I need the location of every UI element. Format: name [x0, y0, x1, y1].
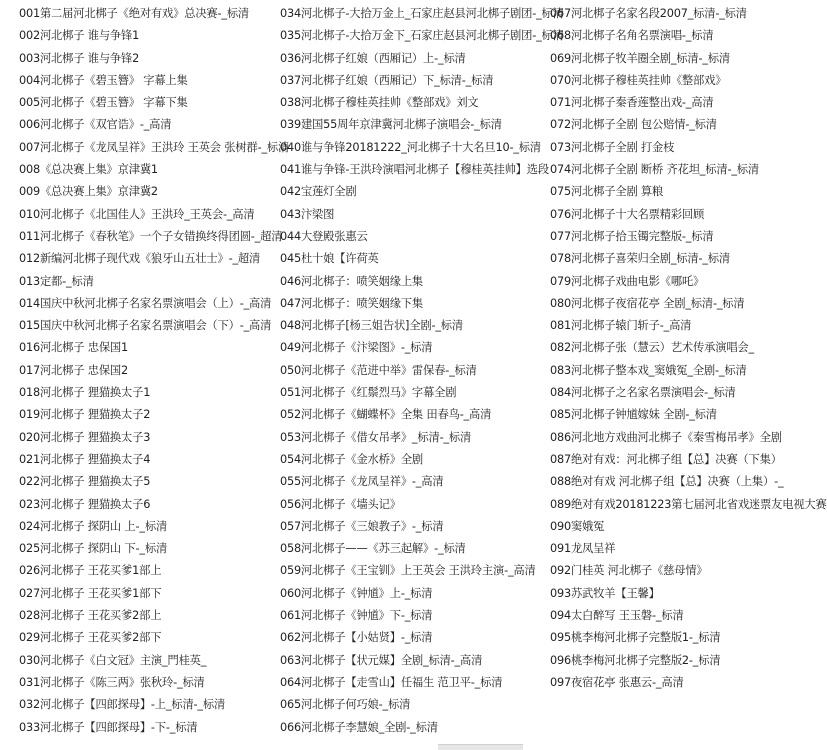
file-list-item[interactable]: 022河北梆子 狸猫换太子5 [19, 475, 151, 489]
file-list-item[interactable]: 064河北梆子【走雪山】任福生 范卫平-_标清 [280, 675, 503, 689]
file-list-item[interactable]: 070河北梆子穆桂英挂帅《整部戏》 [550, 73, 727, 87]
scroll-indicator[interactable] [438, 744, 523, 750]
file-list-item[interactable]: 030河北梆子《白文冠》主演_門桂英_ [19, 653, 207, 667]
file-list-item[interactable]: 024河北梆子 探阴山 上-_标清 [19, 519, 168, 533]
file-list-item[interactable]: 094太白醉写 王玉磐-_标清 [550, 609, 684, 623]
file-list-item[interactable]: 083河北梆子整本戏_窦娥冤_全剧-_标清 [550, 363, 747, 377]
file-list-item[interactable]: 088绝对有戏 河北梆子组【总】决赛（上集）-_ [550, 475, 784, 489]
file-list-item[interactable]: 047河北梆子：喷笑姻缘下集 [280, 296, 424, 310]
file-list-item[interactable]: 018河北梆子 狸猫换太子1 [19, 386, 151, 400]
file-list-item[interactable]: 046河北梆子：喷笑姻缘上集 [280, 274, 424, 288]
file-list-column-2 [280, 3, 564, 739]
file-list-item[interactable]: 073河北梆子全剧 打金枝 [550, 140, 675, 154]
file-list-item[interactable]: 015国庆中秋河北梆子名家名票演唱会（下）-_高清 [19, 319, 272, 333]
file-list-item[interactable]: 074河北梆子全剧 断桥 齐花坦_标清-_标清 [550, 163, 759, 177]
file-list-item[interactable]: 050河北梆子《范进中举》雷保春-_标清 [280, 363, 477, 377]
file-list-column-3 [550, 3, 827, 694]
file-list-item[interactable]: 026河北梆子 王花买爹1部上 [19, 564, 162, 578]
file-list-item[interactable]: 011河北梆子《春秋笔》一个子女错换终得团圆-_超清 [19, 229, 283, 243]
file-list-item[interactable]: 027河北梆子 王花买爹1部下 [19, 586, 162, 600]
file-list-item[interactable]: 089绝对有戏20181223第七届河北省戏迷票友电视大赛 [550, 497, 827, 511]
file-list-item[interactable]: 085河北梆子钟馗嫁妹 全剧-_标清 [550, 408, 717, 422]
file-list-item[interactable]: 005河北梆子《碧玉簪》 字幕下集 [19, 96, 188, 110]
file-list-item[interactable]: 040谁与争锋20181222_河北梆子十大名旦10-_标清 [280, 140, 541, 154]
file-list-item[interactable]: 084河北梆子之名家名票演唱会-_标清 [550, 386, 736, 400]
file-list-item[interactable]: 002河北梆子 谁与争锋1 [19, 29, 140, 43]
file-list-item[interactable]: 034河北梆子-大拾万金上_石家庄赵县河北梆子剧团-_标清 [280, 7, 564, 20]
file-list-item[interactable]: 067河北梆子名家名段2007_标清-_标清 [550, 7, 747, 20]
file-list-item[interactable]: 025河北梆子 探阴山 下-_标清 [19, 542, 168, 556]
file-list-item[interactable]: 017河北梆子 忠保国2 [19, 363, 129, 377]
file-list-item[interactable]: 037河北梆子红娘（西厢记）下_标清-_标清 [280, 73, 494, 87]
file-list-item[interactable]: 061河北梆子《钟馗》下-_标清 [280, 609, 433, 623]
file-list-item[interactable]: 078河北梆子喜荣归全剧_标清-_标清 [550, 252, 730, 266]
file-list-item[interactable]: 023河北梆子 狸猫换太子6 [19, 497, 151, 511]
file-list-item[interactable]: 016河北梆子 忠保国1 [19, 341, 129, 355]
file-list-item[interactable]: 057河北梆子《三娘教子》-_标清 [280, 519, 444, 533]
file-list-item[interactable]: 060河北梆子《钟馗》上-_标清 [280, 586, 433, 600]
file-list-item[interactable]: 054河北梆子《金水桥》全剧 [280, 452, 424, 466]
file-list-item[interactable]: 082河北梆子张（慧云）艺术传承演唱会_ [550, 341, 754, 355]
file-list-item[interactable]: 071河北梆子秦香莲整出戏-_高清 [550, 96, 714, 110]
file-list-column-1 [19, 3, 291, 739]
file-list-item[interactable]: 007河北梆子《龙凤呈祥》王洪玲 王英会 张树群-_标清 [19, 140, 290, 154]
file-list-item[interactable]: 044大登殿张惠云 [280, 229, 368, 243]
file-list-item[interactable]: 029河北梆子 王花买爹2部下 [19, 631, 162, 645]
file-list-item[interactable]: 001第二届河北梆子《绝对有戏》总决赛-_标清 [19, 7, 250, 20]
file-list-item[interactable]: 032河北梆子【四郎探母】-上_标清-_标清 [19, 698, 226, 712]
file-list-item[interactable]: 096桃李梅河北梆子完整版2-_标清 [550, 653, 721, 667]
file-list-item[interactable]: 095桃李梅河北梆子完整版1-_标清 [550, 631, 721, 645]
file-list-item[interactable]: 062河北梆子【小姑贤】-_标清 [280, 631, 433, 645]
file-list-item[interactable]: 010河北梆子《北国佳人》王洪玲_王英会-_高清 [19, 207, 255, 221]
file-list-item[interactable]: 012新编河北梆子现代戏《狼牙山五壮士》-_超清 [19, 252, 261, 266]
file-list-item[interactable]: 039建国55周年京津冀河北梆子演唱会-_标清 [280, 118, 502, 132]
file-list-item[interactable]: 045杜十娘【许荷英 [280, 252, 379, 266]
file-list-item[interactable]: 006河北梆子《双官诰》-_高清 [19, 118, 172, 132]
file-list-item[interactable]: 020河北梆子 狸猫换太子3 [19, 430, 151, 444]
file-list-item[interactable]: 043汴梁图 [280, 207, 335, 221]
file-list-item[interactable]: 052河北梆子《蝴蝶杯》全集 田春鸟-_高清 [280, 408, 492, 422]
file-list-item[interactable]: 086河北地方戏曲河北梆子《秦雪梅吊孝》全剧 [550, 430, 782, 444]
file-list-item[interactable]: 049河北梆子《汴梁图》-_标清 [280, 341, 433, 355]
file-list-item[interactable]: 041谁与争锋-王洪玲演唱河北梆子【穆桂英挂帅】选段 [280, 163, 549, 177]
file-list-item[interactable]: 077河北梆子拾玉镯完整版-_标清 [550, 229, 714, 243]
file-list-item[interactable]: 055河北梆子《龙凤呈祥》-_高清 [280, 475, 444, 489]
file-list-item[interactable]: 075河北梆子全剧 算粮 [550, 185, 664, 199]
file-list-item[interactable]: 076河北梆子十大名票精彩回顾 [550, 207, 705, 221]
file-list-item[interactable]: 069河北梆子牧羊圈全剧_标清-_标清 [550, 51, 730, 65]
file-list-item[interactable]: 028河北梆子 王花买爹2部上 [19, 609, 162, 623]
file-list-item[interactable]: 036河北梆子红娘（西厢记）上-_标清 [280, 51, 466, 65]
file-list-item[interactable]: 013定都-_标清 [19, 274, 94, 288]
file-list-item[interactable]: 068河北梆子名角名票演唱-_标清 [550, 29, 714, 43]
file-list-item[interactable]: 091龙凤呈祥 [550, 542, 616, 556]
file-list-item[interactable]: 035河北梆子-大拾万金下_石家庄赵县河北梆子剧团-_标清 [280, 29, 564, 43]
file-list-item[interactable]: 081河北梆子辕门斩子-_高清 [550, 319, 692, 333]
file-list-item[interactable]: 019河北梆子 狸猫换太子2 [19, 408, 151, 422]
file-list-item[interactable]: 058河北梆子——《苏三起解》-_标清 [280, 542, 466, 556]
file-list-item[interactable]: 014国庆中秋河北梆子名家名票演唱会（上）-_高清 [19, 296, 272, 310]
file-list-item[interactable]: 093苏武牧羊【王馨】 [550, 586, 660, 600]
file-list-item[interactable]: 090窦娥冤 [550, 519, 605, 533]
file-list-item[interactable]: 080河北梆子夜宿花亭 全剧_标清-_标清 [550, 296, 745, 310]
file-list-item[interactable]: 004河北梆子《碧玉簪》 字幕上集 [19, 73, 188, 87]
file-list-item[interactable]: 063河北梆子【状元媒】全剧_标清-_高清 [280, 653, 483, 667]
file-list-item[interactable]: 042宝莲灯全剧 [280, 185, 357, 199]
file-list-item[interactable]: 003河北梆子 谁与争锋2 [19, 51, 140, 65]
file-list-item[interactable]: 092门桂英 河北梆子《慈母情》 [550, 564, 708, 578]
file-list-item[interactable]: 072河北梆子全剧 包公赔情-_标清 [550, 118, 717, 132]
file-list-item[interactable]: 033河北梆子【四郎探母】-下-_标清 [19, 720, 198, 734]
file-list-item[interactable]: 087绝对有戏：河北梆子组【总】决赛（下集） [550, 452, 782, 466]
file-list-item[interactable]: 051河北梆子《红鬃烈马》字幕全剧 [280, 386, 457, 400]
file-list-item[interactable]: 048河北梆子[杨三姐告状]全剧-_标清 [280, 319, 463, 333]
file-list-item[interactable]: 021河北梆子 狸猫换太子4 [19, 452, 151, 466]
file-list-item[interactable]: 009《总决赛上集》京津冀2 [19, 185, 158, 199]
file-list-item[interactable]: 053河北梆子《借女吊孝》_标清-_标清 [280, 430, 472, 444]
file-list-item[interactable]: 097夜宿花亭 张惠云-_高清 [550, 675, 684, 689]
file-list-item[interactable]: 038河北梆子穆桂英挂帅《整部戏》刘文 [280, 96, 479, 110]
file-list-item[interactable]: 066河北梆子李慧娘_全剧-_标清 [280, 720, 438, 734]
file-list-item[interactable]: 008《总决赛上集》京津冀1 [19, 163, 158, 177]
file-list-item[interactable]: 031河北梆子《陈三两》张秋玲-_标清 [19, 675, 205, 689]
file-list-item[interactable]: 065河北梆子何巧娘-_标清 [280, 698, 411, 712]
file-list-item[interactable]: 059河北梆子《王宝钏》上王英会 王洪玲主演-_高清 [280, 564, 536, 578]
file-list-item[interactable]: 079河北梆子戏曲电影《哪吒》 [550, 274, 705, 288]
file-list-item[interactable]: 056河北梆子《墙头记》 [280, 497, 401, 511]
